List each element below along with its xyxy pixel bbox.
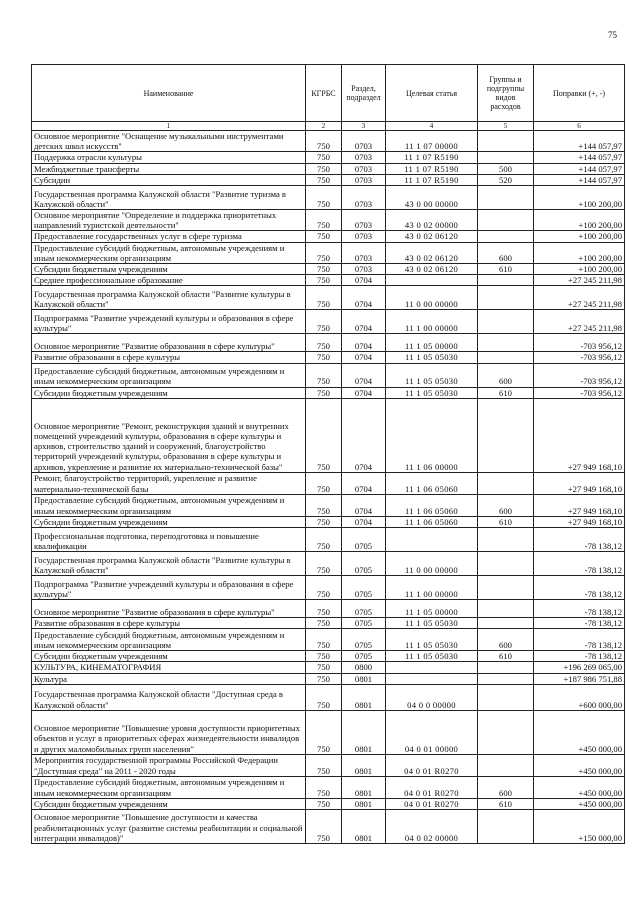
row-name: Государственная программа Калужской области "Развитие туризма в Калужской области" [32,186,306,210]
row-group [478,662,534,673]
row-amount: +27 245 211,98 [534,310,625,334]
row-name: Основное мероприятие "Развитие образования в сфере культуры" [32,600,306,618]
table-row [32,174,625,185]
row-group [478,275,534,286]
table-row [32,286,625,310]
row-amount: +27 949 168,10 [534,516,625,527]
column-number: 1 [32,122,306,131]
table-row [32,673,625,684]
row-kgrbs: 750 [306,286,342,310]
row-kgrbs: 750 [306,242,342,263]
row-name: Субсидии [32,174,306,185]
row-group: 610 [478,651,534,662]
row-group [478,710,534,754]
row-amount: -703 956,12 [534,352,625,363]
row-amount: -78 138,12 [534,576,625,600]
row-amount: -78 138,12 [534,651,625,662]
row-amount: -703 956,12 [534,363,625,387]
row-section: 0704 [342,387,386,398]
row-amount: -78 138,12 [534,618,625,629]
row-group [478,528,534,552]
table-row [32,352,625,363]
row-group [478,310,534,334]
row-kgrbs: 750 [306,163,342,174]
table-row [32,516,625,527]
row-section: 0703 [342,131,386,152]
row-group: 610 [478,516,534,527]
table-row [32,264,625,275]
table-row [32,618,625,629]
row-target: 11 1 06 05060 [386,516,478,527]
table-row [32,798,625,809]
row-name: Развитие образования в сфере культуры [32,618,306,629]
row-target: 04 0 01 R0270 [386,754,478,776]
table-row [32,334,625,352]
row-kgrbs: 750 [306,710,342,754]
row-name: Государственная программа Калужской области "Развитие культуры в Калужской области" [32,552,306,576]
row-name: Основное мероприятие "Ремонт, реконструкция зданий и внутренних помещений учреждений культуры, образования в сфере культуры и архивов, строительство зданий и сооружений, благоустройство территорий учреждений культуры, образования в сфере культуры и архивов, укрепление и развитие их материально-технической базы" [32,398,306,472]
row-section: 0704 [342,334,386,352]
row-section: 0703 [342,174,386,185]
row-section: 0705 [342,576,386,600]
row-amount: +100 200,00 [534,186,625,210]
row-group [478,152,534,163]
row-kgrbs: 750 [306,600,342,618]
row-amount: +450 000,00 [534,710,625,754]
row-group [478,673,534,684]
row-name: Основное мероприятие "Развитие образования в сфере культуры" [32,334,306,352]
row-kgrbs: 750 [306,472,342,494]
table-row [32,472,625,494]
row-target: 11 1 05 05030 [386,363,478,387]
row-section: 0705 [342,528,386,552]
row-section: 0705 [342,651,386,662]
row-group: 610 [478,798,534,809]
row-target [386,673,478,684]
row-name: Государственная программа Калужской области "Доступная среда в Калужской области" [32,684,306,710]
row-amount: +144 057,97 [534,131,625,152]
table-row [32,398,625,472]
row-amount: -703 956,12 [534,334,625,352]
row-group: 600 [478,629,534,651]
row-section: 0801 [342,710,386,754]
row-kgrbs: 750 [306,810,342,844]
page-number: 75 [608,30,617,40]
row-target: 11 1 07 R5190 [386,152,478,163]
row-target: 11 1 05 05030 [386,629,478,651]
row-kgrbs: 750 [306,552,342,576]
header-groups: Группы и подгруппы видов расходов [478,65,534,122]
row-amount: +450 000,00 [534,776,625,798]
row-name: Культура [32,673,306,684]
row-section: 0703 [342,242,386,263]
header-kgrbs: КГРБС [306,65,342,122]
row-group [478,352,534,363]
row-amount: +196 269 065,00 [534,662,625,673]
row-target: 11 1 05 05030 [386,352,478,363]
table-row [32,576,625,600]
row-name: Подпрограмма "Развитие учреждений культуры и образования в сфере культуры" [32,576,306,600]
table-row [32,776,625,798]
row-target: 11 1 06 05060 [386,472,478,494]
row-section: 0704 [342,310,386,334]
table-row [32,210,625,231]
row-amount: +100 200,00 [534,264,625,275]
row-name: Субсидии бюджетным учреждениям [32,387,306,398]
row-name: Ремонт, благоустройство территорий, укрепление и развитие материально-технической базы [32,472,306,494]
column-number: 6 [534,122,625,131]
row-amount: +27 949 168,10 [534,494,625,516]
header-name: Наименование [32,65,306,122]
row-kgrbs: 750 [306,186,342,210]
row-section: 0801 [342,798,386,809]
row-amount: +450 000,00 [534,754,625,776]
table-row [32,242,625,263]
row-group: 600 [478,494,534,516]
row-amount: +27 949 168,10 [534,398,625,472]
row-kgrbs: 750 [306,754,342,776]
table-row [32,552,625,576]
row-amount: +144 057,97 [534,163,625,174]
row-amount: -78 138,12 [534,629,625,651]
table-row [32,186,625,210]
row-target: 43 0 02 00000 [386,210,478,231]
row-section: 0704 [342,363,386,387]
table-row [32,684,625,710]
row-name: Основное мероприятие "Повышение доступности и качества реабилитационных услуг (развитие системы реабилитации и социальной интеграции инвалидов)" [32,810,306,844]
row-name: Основное мероприятие "Повышение уровня доступности приоритетных объектов и услуг в приоритетных сферах жизнедеятельности инвалидов и других маломобильных групп населения" [32,710,306,754]
row-target: 04 0 0 00000 [386,684,478,710]
row-group [478,618,534,629]
row-name: Предоставление субсидий бюджетным, автономным учреждениям и иным некоммерческим организациям [32,363,306,387]
row-section: 0703 [342,231,386,242]
row-group [478,600,534,618]
row-group [478,231,534,242]
row-name: Подпрограмма "Развитие учреждений культуры и образования в сфере культуры" [32,310,306,334]
row-kgrbs: 750 [306,334,342,352]
row-group [478,186,534,210]
row-group: 520 [478,174,534,185]
row-target: 04 0 01 R0270 [386,798,478,809]
row-name: Мероприятия государственной программы Российской Федерации "Доступная среда" на 2011 - 2020 годы [32,754,306,776]
row-group: 610 [478,387,534,398]
row-amount: -703 956,12 [534,387,625,398]
row-target: 11 0 00 00000 [386,552,478,576]
row-section: 0801 [342,684,386,710]
row-amount: +187 986 751,88 [534,673,625,684]
row-amount: +144 057,97 [534,174,625,185]
row-amount: +450 000,00 [534,798,625,809]
table-row [32,131,625,152]
row-name: Поддержка отрасли культуры [32,152,306,163]
row-section: 0703 [342,186,386,210]
table-row [32,275,625,286]
row-group [478,576,534,600]
row-name: Субсидии бюджетным учреждениям [32,264,306,275]
row-kgrbs: 750 [306,264,342,275]
row-kgrbs: 750 [306,516,342,527]
row-name: Субсидии бюджетным учреждениям [32,516,306,527]
row-target: 43 0 02 06120 [386,242,478,263]
row-section: 0703 [342,210,386,231]
row-group [478,286,534,310]
row-target: 04 0 01 R0270 [386,776,478,798]
header-row [32,65,625,122]
row-kgrbs: 750 [306,662,342,673]
table-row [32,387,625,398]
row-amount: +27 245 211,98 [534,275,625,286]
row-name: Профессиональная подготовка, переподготовка и повышение квалификации [32,528,306,552]
row-name: Предоставление субсидий бюджетным, автономным учреждениям и иным некоммерческим организациям [32,776,306,798]
row-group [478,398,534,472]
row-group [478,810,534,844]
row-name: Основное мероприятие "Оснащение музыкальными инструментами детских школ искусств" [32,131,306,152]
row-kgrbs: 750 [306,528,342,552]
row-section: 0800 [342,662,386,673]
row-section: 0704 [342,286,386,310]
row-section: 0703 [342,264,386,275]
row-kgrbs: 750 [306,576,342,600]
row-target [386,528,478,552]
table-row [32,662,625,673]
table-row [32,494,625,516]
table-row [32,163,625,174]
row-target: 11 1 05 00000 [386,334,478,352]
row-kgrbs: 750 [306,618,342,629]
row-target: 11 1 05 05030 [386,651,478,662]
row-amount: +144 057,97 [534,152,625,163]
row-kgrbs: 750 [306,776,342,798]
table-row [32,754,625,776]
row-target [386,275,478,286]
column-number: 2 [306,122,342,131]
row-kgrbs: 750 [306,352,342,363]
table-row [32,231,625,242]
row-group [478,684,534,710]
row-group: 610 [478,264,534,275]
row-target: 43 0 02 06120 [386,231,478,242]
budget-amendments-table [31,64,625,844]
table-row [32,651,625,662]
row-section: 0705 [342,600,386,618]
row-kgrbs: 750 [306,231,342,242]
row-section: 0704 [342,472,386,494]
row-group: 600 [478,363,534,387]
row-section: 0705 [342,618,386,629]
column-number-row [32,122,625,131]
row-name: Среднее профессиональное образование [32,275,306,286]
row-name: Государственная программа Калужской области "Развитие культуры в Калужской области" [32,286,306,310]
row-section: 0704 [342,275,386,286]
row-section: 0704 [342,516,386,527]
row-kgrbs: 750 [306,673,342,684]
row-target: 11 1 05 05030 [386,618,478,629]
row-name: Предоставление субсидий бюджетным, автономным учреждениям и иным некоммерческим организациям [32,494,306,516]
row-target: 11 1 07 00000 [386,131,478,152]
row-group: 500 [478,163,534,174]
row-section: 0704 [342,494,386,516]
header-amendments: Поправки (+, -) [534,65,625,122]
row-target: 11 0 00 00000 [386,286,478,310]
row-name: Основное мероприятие "Определение и поддержка приоритетных направлений туристской деятельности" [32,210,306,231]
row-kgrbs: 750 [306,398,342,472]
row-group: 600 [478,776,534,798]
row-section: 0801 [342,776,386,798]
row-section: 0705 [342,552,386,576]
row-name: Предоставление субсидий бюджетным, автономным учреждениям и иным некоммерческим организациям [32,629,306,651]
row-amount: +27 949 168,10 [534,472,625,494]
row-name: Предоставление государственных услуг в сфере туризма [32,231,306,242]
row-group [478,472,534,494]
column-number: 3 [342,122,386,131]
row-target: 11 1 06 00000 [386,398,478,472]
row-amount: +600 000,00 [534,684,625,710]
row-target: 11 1 07 R5190 [386,174,478,185]
row-name: Межбюджетные трансферты [32,163,306,174]
table-row [32,152,625,163]
row-amount: +100 200,00 [534,231,625,242]
row-kgrbs: 750 [306,310,342,334]
row-section: 0704 [342,398,386,472]
row-amount: +27 245 211,98 [534,286,625,310]
row-name: Субсидии бюджетным учреждениям [32,798,306,809]
row-section: 0801 [342,673,386,684]
row-target: 11 1 05 05030 [386,387,478,398]
row-name: Развитие образования в сфере культуры [32,352,306,363]
row-target: 11 1 07 R5190 [386,163,478,174]
table-row [32,310,625,334]
row-section: 0704 [342,352,386,363]
row-group [478,210,534,231]
table-row [32,710,625,754]
row-section: 0703 [342,152,386,163]
row-kgrbs: 750 [306,275,342,286]
row-amount: -78 138,12 [534,552,625,576]
row-section: 0703 [342,163,386,174]
row-target [386,662,478,673]
table-row [32,528,625,552]
row-group [478,754,534,776]
row-kgrbs: 750 [306,152,342,163]
row-amount: -78 138,12 [534,528,625,552]
table-row [32,600,625,618]
row-target: 43 0 00 00000 [386,186,478,210]
row-kgrbs: 750 [306,210,342,231]
row-section: 0801 [342,754,386,776]
row-section: 0801 [342,810,386,844]
row-target: 11 1 00 00000 [386,310,478,334]
header-target: Целевая статья [386,65,478,122]
row-target: 04 0 01 00000 [386,710,478,754]
row-kgrbs: 750 [306,629,342,651]
row-name: Предоставление субсидий бюджетным, автономным учреждениям и иным некоммерческим организациям [32,242,306,263]
row-section: 0705 [342,629,386,651]
row-kgrbs: 750 [306,651,342,662]
row-kgrbs: 750 [306,363,342,387]
row-name: КУЛЬТУРА, КИНЕМАТОГРАФИЯ [32,662,306,673]
row-group [478,552,534,576]
row-kgrbs: 750 [306,798,342,809]
column-number: 5 [478,122,534,131]
row-kgrbs: 750 [306,174,342,185]
row-amount: +100 200,00 [534,242,625,263]
row-kgrbs: 750 [306,684,342,710]
row-amount: +150 000,00 [534,810,625,844]
row-target: 04 0 02 00000 [386,810,478,844]
row-target: 11 1 06 05060 [386,494,478,516]
row-kgrbs: 750 [306,387,342,398]
row-group [478,334,534,352]
column-number: 4 [386,122,478,131]
row-name: Субсидии бюджетным учреждениям [32,651,306,662]
row-group [478,131,534,152]
row-amount: -78 138,12 [534,600,625,618]
row-amount: +100 200,00 [534,210,625,231]
row-kgrbs: 750 [306,131,342,152]
row-target: 11 1 05 00000 [386,600,478,618]
row-kgrbs: 750 [306,494,342,516]
row-target: 43 0 02 06120 [386,264,478,275]
row-group: 600 [478,242,534,263]
table-row [32,629,625,651]
table-row [32,810,625,844]
table-row [32,363,625,387]
row-target: 11 1 00 00000 [386,576,478,600]
header-section: Раздел, подраздел [342,65,386,122]
